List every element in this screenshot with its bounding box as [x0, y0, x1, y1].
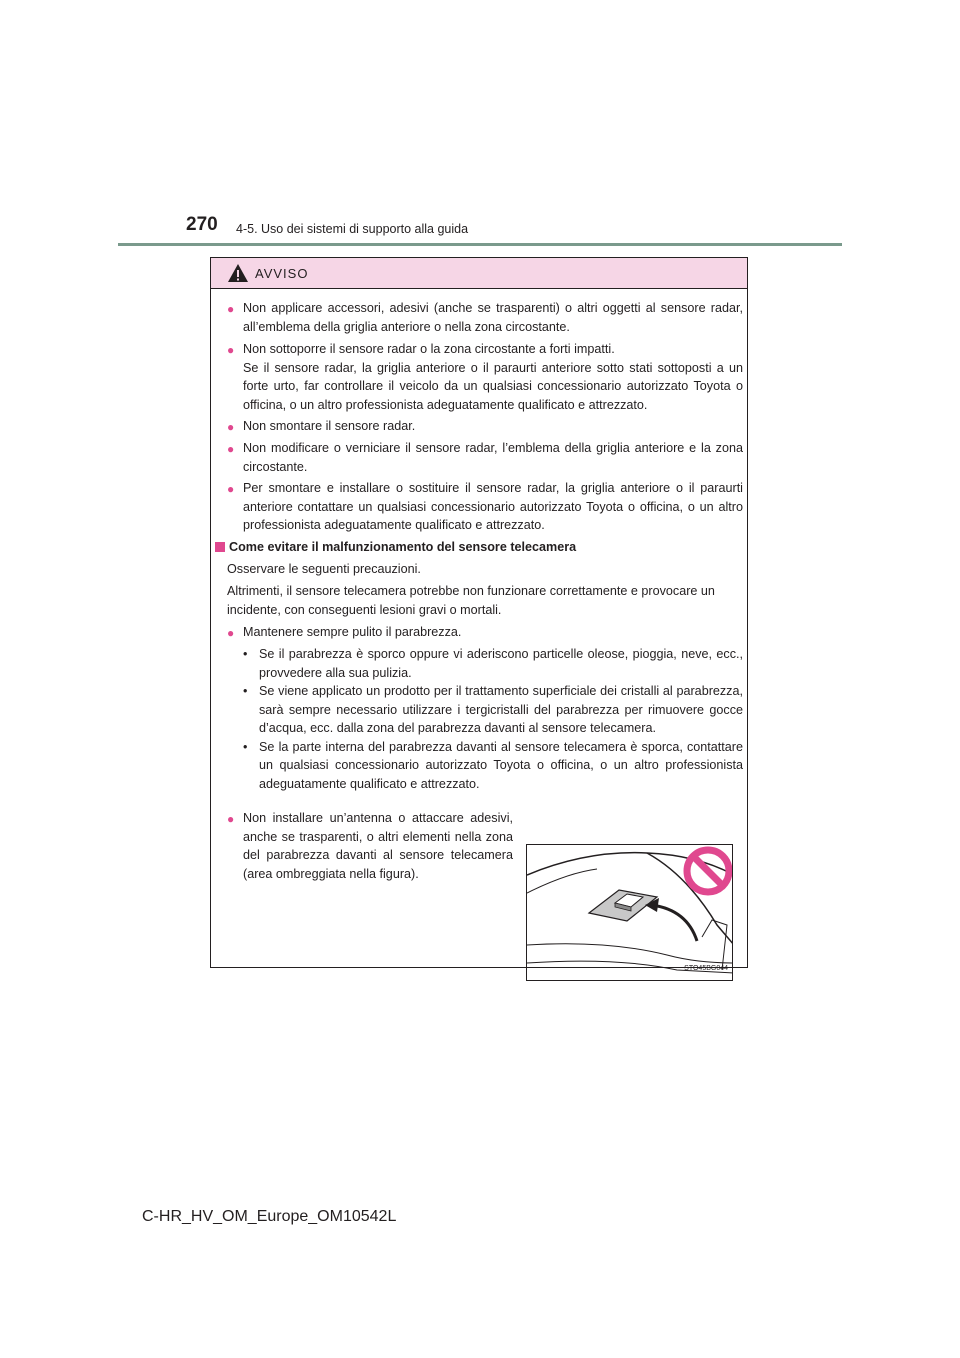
warning-body — [211, 289, 747, 972]
figure-code: STO45BG044 — [684, 964, 728, 972]
warning-item: Non sottoporre il sensore radar o la zona circostante a forti impatti. Se il sensore radar, la griglia anteriore o il paraurti anteriore sotto stati sottoposti a un forte urto, far controllare il veicolo da un qualsiasi concessionario autorizzato Toyota o officina, o un altro professionista adeguatamente qualificato e attrezzato. — [243, 342, 743, 412]
bullet-icon: ● — [227, 343, 235, 357]
bullet-icon: ● — [227, 420, 235, 434]
warning-title: AVVISO — [255, 265, 309, 281]
bullet-icon: ● — [227, 812, 235, 826]
camera-consequence: Altrimenti, il sensore telecamera potrebbe non funzionare correttamente e provocare un incidente, con conseguenti lesioni gravi o mortali. — [227, 584, 715, 617]
sub-item: • Se la parte interna del parabrezza davanti al sensore telecamera è sporca, contattare un qualsiasi concessionario autorizzato Toyota o officina, o un altro professionista adeguatamente qualificato e attrezzato. — [243, 738, 743, 794]
sub-item: • Se viene applicato un prodotto per il trattamento superficiale dei cristalli al parabrezza, sarà sempre necessario utilizzare i tergicristalli del parabrezza per rimuovere gocce d’acqua, ecc. dalla zona del parabrezza davanti al sensore telecamera. — [243, 682, 743, 738]
windshield-figure — [526, 844, 733, 981]
bullet-icon: ● — [227, 626, 235, 640]
warning-triangle-icon — [227, 263, 249, 283]
section-title: 4-5. Uso dei sistemi di supporto alla guida — [236, 222, 469, 236]
warning-item: Non smontare il sensore radar. — [243, 419, 416, 433]
sub-item: • Se il parabrezza è sporco oppure vi aderiscono particelle oleose, pioggia, neve, ecc., provvedere alla sua pulizia. — [243, 645, 743, 682]
footer-model-code: C-HR_HV_OM_Europe_OM10542L — [142, 1208, 397, 1225]
camera-section-heading: Come evitare il malfunzionamento del sensore telecamera — [229, 540, 577, 554]
camera-intro: Osservare le seguenti precauzioni. — [227, 562, 421, 576]
warning-item: Non applicare accessori, adesivi (anche se trasparenti) o altri oggetti al sensore radar, all’emblema della griglia anteriore o nella zona circostante. — [243, 301, 743, 334]
header-rule — [118, 243, 842, 246]
warning-item: Non modificare o verniciare il sensore radar, l’emblema della griglia anteriore e la zona circostante. — [243, 441, 743, 474]
section-square-icon — [215, 542, 225, 552]
bullet-icon: ● — [227, 302, 235, 316]
keep-clean-item: Mantenere sempre pulito il parabrezza. — [243, 625, 462, 639]
bullet-icon: ● — [227, 442, 235, 456]
page-number: 270 — [186, 214, 218, 235]
warning-header — [211, 258, 747, 289]
warning-item: Per smontare e installare o sostituire il sensore radar, la griglia anteriore o il paraurti anteriore contattare un qualsiasi concessionario autorizzato Toyota o officina, o un altro professionista adeguatamente qualificato e attrezzato. — [243, 481, 743, 532]
sub-item-list — [243, 645, 743, 793]
bullet-icon: ● — [227, 482, 235, 496]
antenna-item: Non installare un’antenna o attaccare adesivi, anche se trasparenti, o altri elementi nella zona del parabrezza davanti al sensore telecamera (area ombreggiata nella figura). — [243, 811, 513, 881]
warning-box — [210, 257, 748, 972]
